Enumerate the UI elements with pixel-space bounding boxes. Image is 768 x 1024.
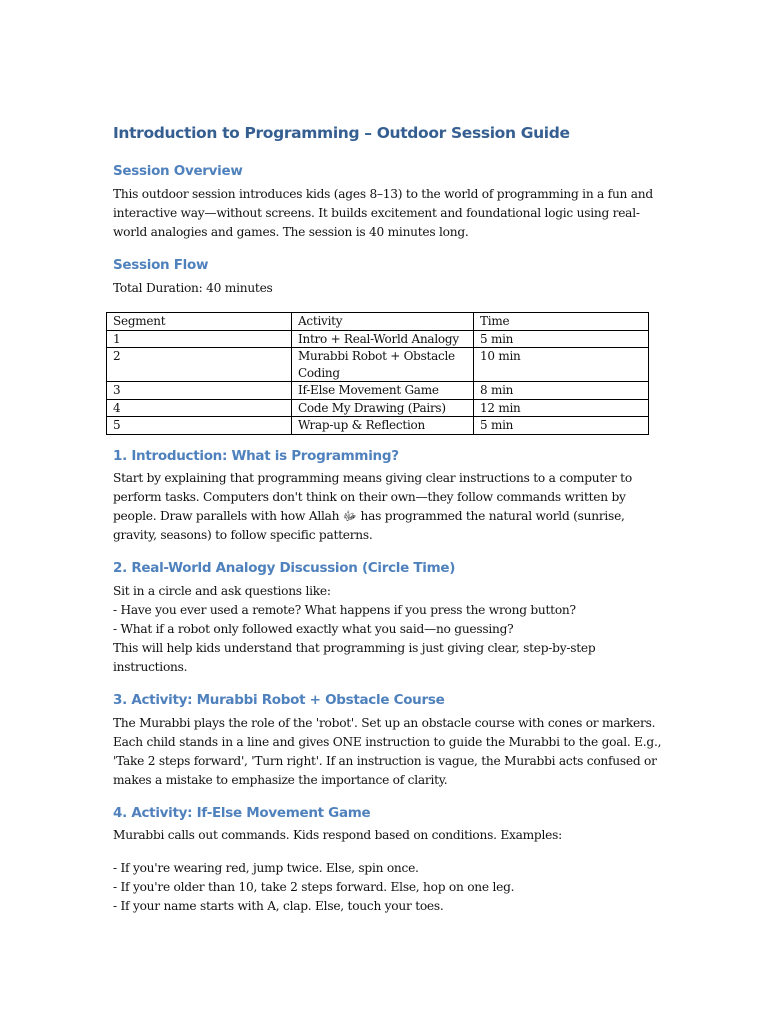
section2-paragraph [113, 582, 653, 677]
paragraph-line: Murabbi calls out commands. Kids respond based on conditions. Examples: [113, 828, 562, 842]
table-row [107, 382, 649, 400]
header-cell: Activity [292, 313, 474, 331]
time-cell: 5 min [474, 417, 649, 435]
list-item: - If you're wearing red, jump twice. Else, spin once. [113, 861, 419, 875]
table-row [107, 417, 649, 435]
paragraph-line: This will help kids understand that programming is just giving clear, step-by-step [113, 641, 596, 655]
activity-cell: Code My Drawing (Pairs) [292, 399, 474, 417]
section4-intro [113, 826, 653, 845]
section4-examples [113, 859, 653, 916]
table-row [107, 330, 649, 348]
segment-cell: 2 [107, 348, 292, 382]
paragraph-line: Start by explaining that programming means giving clear instructions to a computer to [113, 471, 632, 485]
header-cell: Segment [107, 313, 292, 331]
section3-paragraph [113, 714, 662, 790]
paragraph-line: instructions. [113, 660, 188, 674]
total-duration [113, 279, 653, 298]
paragraph-line: makes a mistake to emphasize the importance of clarity. [113, 773, 448, 787]
paragraph-line: Each child stands in a line and gives ONE instruction to guide the Murabbi to the goal. E.g., [113, 735, 662, 749]
activity-cell: Wrap-up & Reflection [292, 417, 474, 435]
header-cell: Time [474, 313, 649, 331]
activity-cell: If-Else Movement Game [292, 382, 474, 400]
paragraph-line: perform tasks. Computers don't think on their own—they follow commands written by [113, 490, 626, 504]
overview-paragraph [113, 185, 653, 242]
paragraph-line: Sit in a circle and ask questions like: [113, 584, 331, 598]
activity-cell: Murabbi Robot + Obstacle Coding [292, 348, 474, 382]
time-cell: 5 min [474, 330, 649, 348]
paragraph-line: people. Draw parallels with how Allah ﷻ has programmed the natural world (sunrise, [113, 509, 625, 523]
time-cell: 8 min [474, 382, 649, 400]
overview-heading: Session Overview [113, 163, 243, 179]
section1-paragraph [113, 469, 653, 545]
section2-heading: 2. Real-World Analogy Discussion (Circle Time) [113, 560, 456, 576]
table-row [107, 399, 649, 417]
paragraph-line: interactive way—without screens. It builds excitement and foundational logic using real- [113, 206, 640, 220]
paragraph-line: gravity, seasons) to follow specific patterns. [113, 528, 373, 542]
paragraph-line: This outdoor session introduces kids (ages 8–13) to the world of programming in a fun and [113, 187, 653, 201]
list-item: - If you're older than 10, take 2 steps forward. Else, hop on one leg. [113, 880, 515, 894]
segment-cell: 3 [107, 382, 292, 400]
list-item: - If your name starts with A, clap. Else, touch your toes. [113, 899, 444, 913]
flow-heading: Session Flow [113, 257, 209, 273]
paragraph-line: The Murabbi plays the role of the 'robot'. Set up an obstacle course with cones or markers. [113, 716, 656, 730]
section1-heading: 1. Introduction: What is Programming? [113, 448, 399, 464]
activity-cell: Intro + Real-World Analogy [292, 330, 474, 348]
session-flow-table [106, 312, 649, 435]
segment-cell: 5 [107, 417, 292, 435]
total-duration-text: Total Duration: 40 minutes [113, 281, 273, 295]
document-title: Introduction to Programming – Outdoor Session Guide [113, 124, 570, 142]
table-row [107, 348, 649, 382]
time-cell: 10 min [474, 348, 649, 382]
section3-heading: 3. Activity: Murabbi Robot + Obstacle Course [113, 692, 445, 708]
table-header-row [107, 313, 649, 331]
segment-cell: 4 [107, 399, 292, 417]
segment-cell: 1 [107, 330, 292, 348]
time-cell: 12 min [474, 399, 649, 417]
paragraph-line: world analogies and games. The session is 40 minutes long. [113, 225, 469, 239]
paragraph-line: - Have you ever used a remote? What happens if you press the wrong button? [113, 603, 576, 617]
section4-heading: 4. Activity: If-Else Movement Game [113, 805, 371, 821]
paragraph-line: 'Take 2 steps forward', 'Turn right'. If an instruction is vague, the Murabbi acts confused or [113, 754, 657, 768]
paragraph-line: - What if a robot only followed exactly what you said—no guessing? [113, 622, 514, 636]
